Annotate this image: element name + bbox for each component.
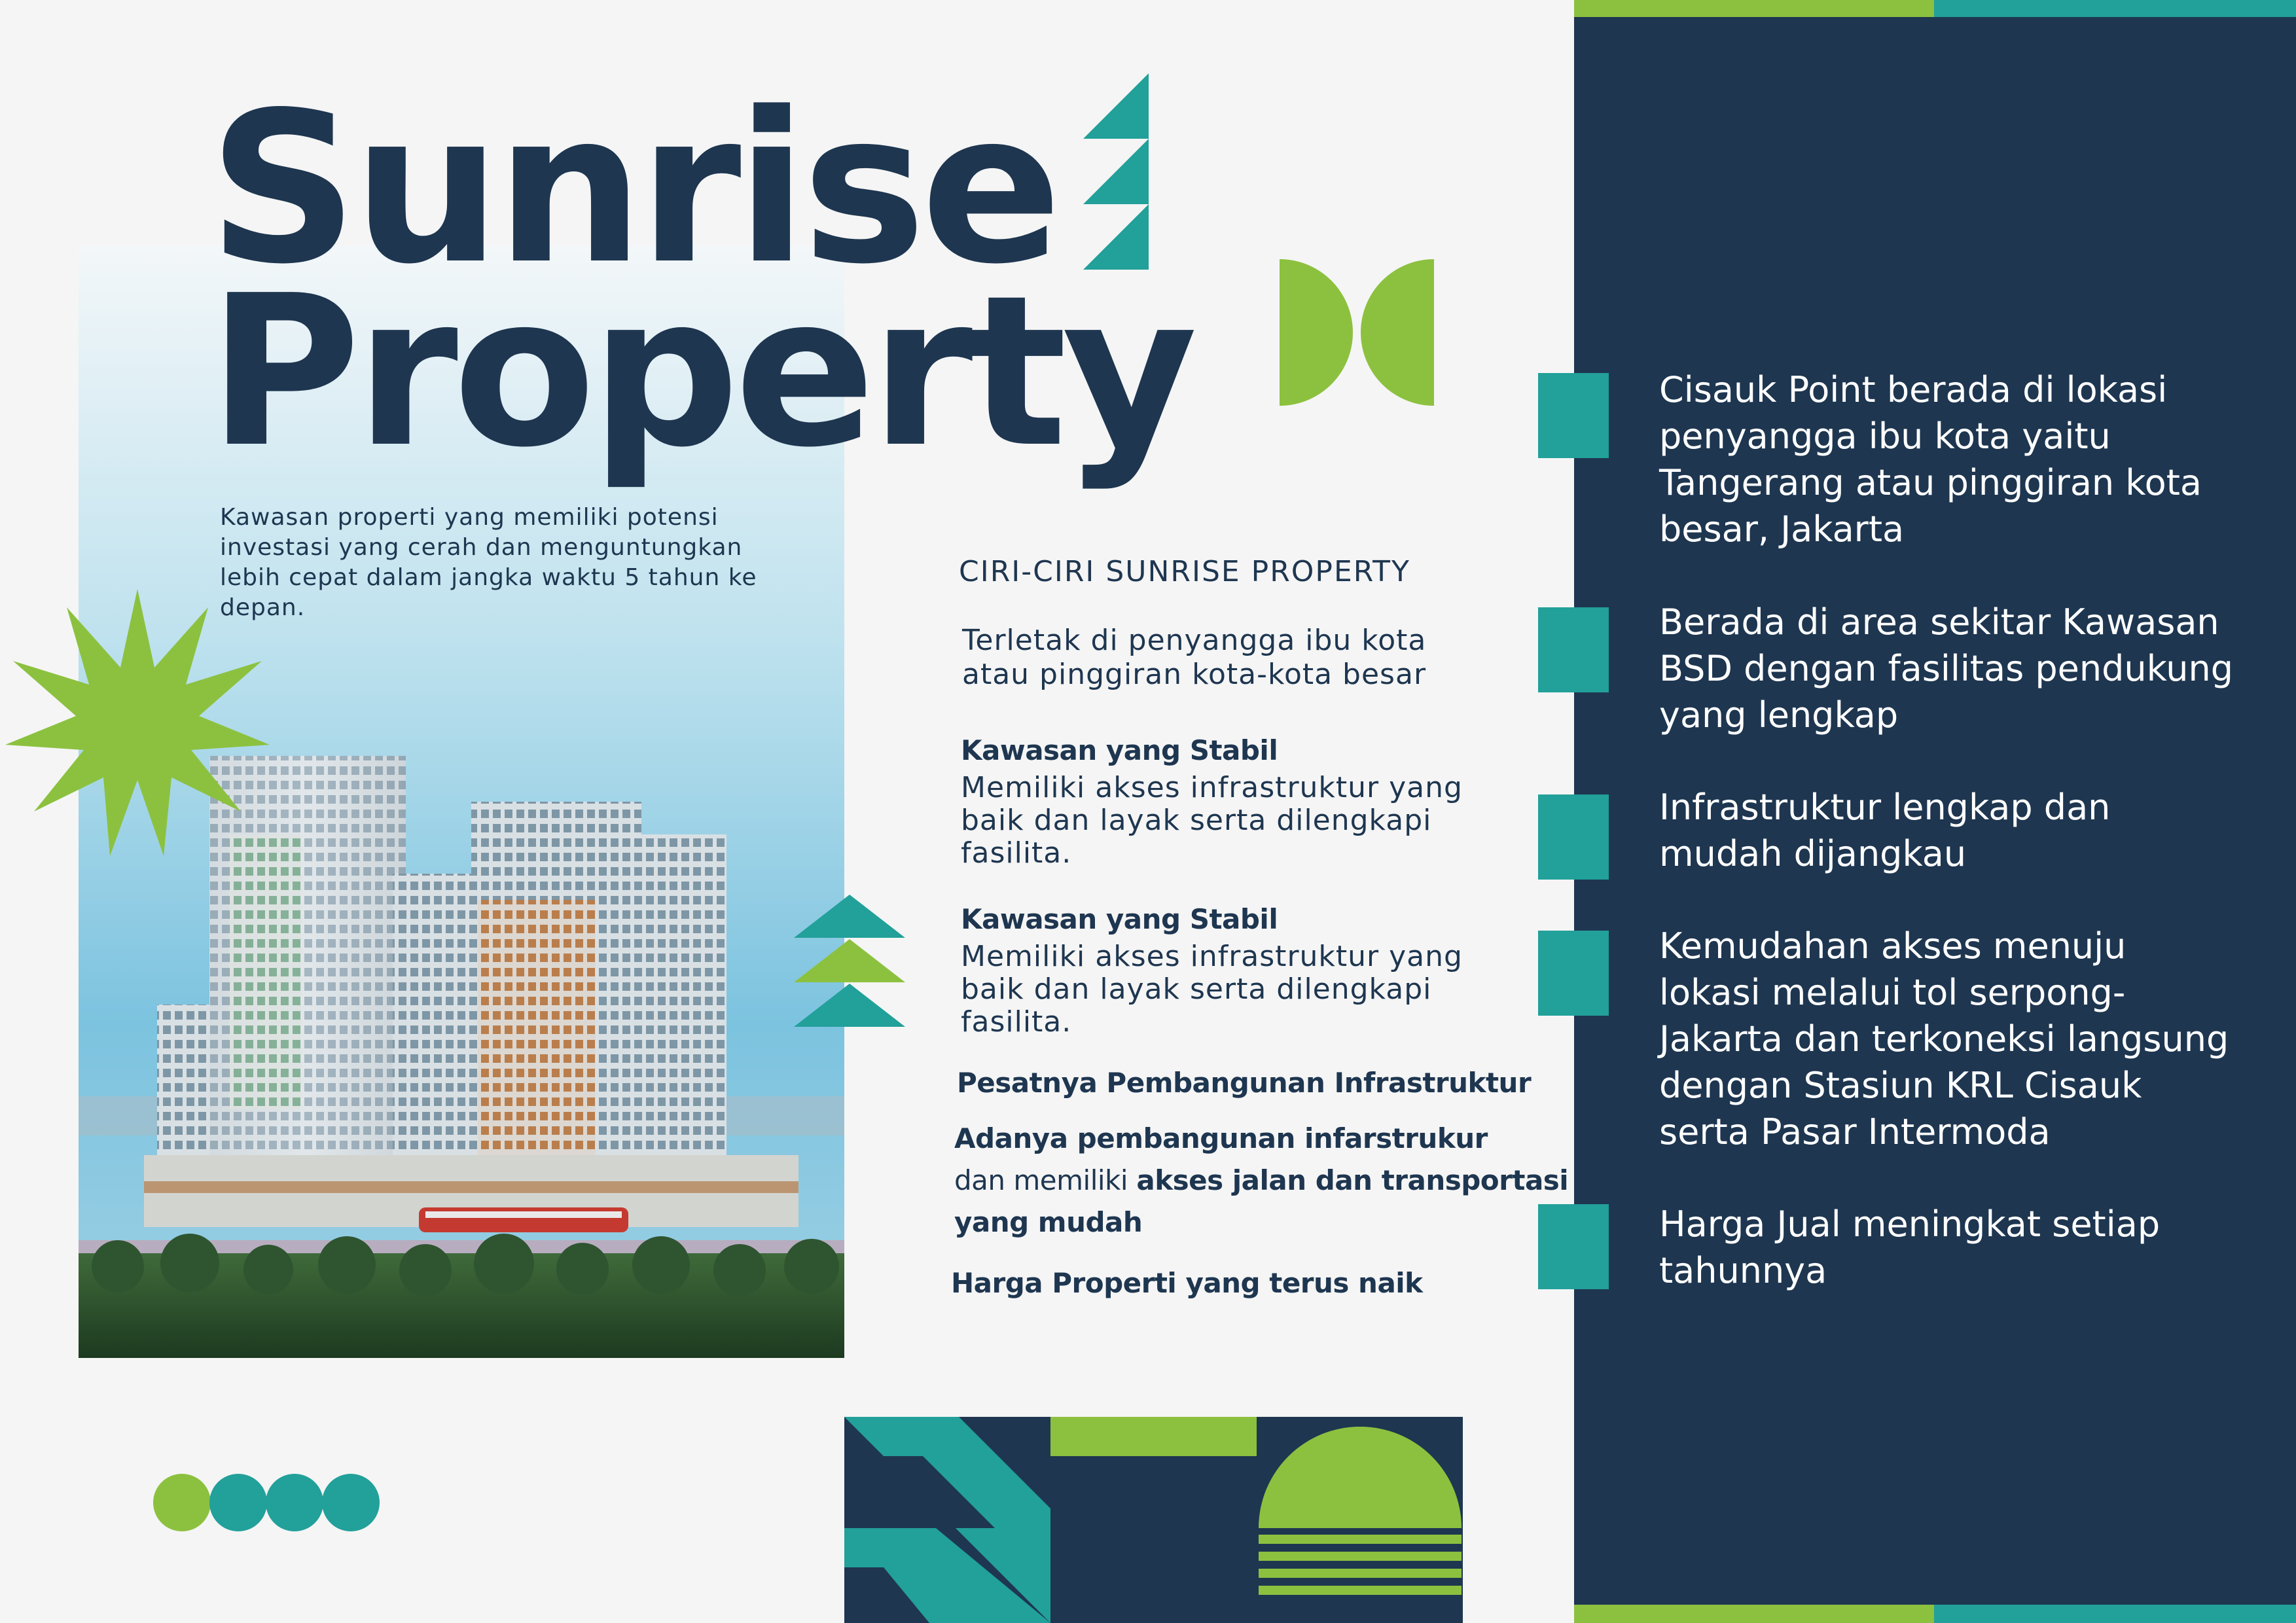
feature-desc: Memiliki akses infrastruktur yang baik dan layak serta dilengkapi fasilita. bbox=[961, 940, 1463, 1039]
highlight-item: Infrastruktur lengkap dan mudah dijangkau bbox=[1659, 787, 2111, 874]
stacked-triangles-icon bbox=[794, 895, 905, 1029]
top-accent-green bbox=[1574, 0, 1934, 17]
highlight-item: Kemudahan akses menuju lokasi melalui tol serpong-Jakarta dan terkoneksi langsung dengan Stasiun KRL Cisauk serta Pasar Intermoda bbox=[1659, 925, 2229, 1152]
feature-title: Kawasan yang Stabil bbox=[961, 734, 1278, 766]
title-line-1: Sunrise bbox=[208, 67, 1057, 310]
page-title bbox=[208, 67, 1193, 493]
infra-line-2 bbox=[954, 1160, 1570, 1202]
infra-line-2-plain: dan memiliki bbox=[954, 1164, 1128, 1196]
top-accent-teal bbox=[1934, 0, 2296, 17]
infra-desc bbox=[954, 1118, 1570, 1243]
infra-line-2-bold: akses jalan dan transportasi bbox=[1136, 1164, 1569, 1196]
highlight-bullet bbox=[1538, 794, 1609, 880]
title-line-2: Property bbox=[208, 251, 1193, 493]
feature-desc: Memiliki akses infrastruktur yang baik dan layak serta dilengkapi fasilita. bbox=[961, 771, 1463, 870]
features-heading: CIRI-CIRI SUNRISE PROPERTY bbox=[959, 555, 1410, 588]
infra-line-1: Adanya pembangunan infarstrukur bbox=[954, 1122, 1488, 1154]
half-circles-icon bbox=[1280, 259, 1437, 406]
highlight-bullet bbox=[1538, 931, 1609, 1016]
highlight-bullet bbox=[1538, 1204, 1609, 1289]
highlight-item: Harga Jual meningkat setiap tahunnya bbox=[1659, 1204, 2161, 1291]
highlight-item: Cisauk Point berada di lokasi penyangga ibu kota yaitu Tangerang atau pinggiran kota besar, Jakarta bbox=[1659, 369, 2202, 550]
bottom-accent-teal bbox=[1934, 1605, 2296, 1623]
features-intro: Terletak di penyangga ibu kota atau pinggiran kota-kota besar bbox=[962, 624, 1427, 691]
feature-title: Kawasan yang Stabil bbox=[961, 903, 1278, 935]
infra-line-3: yang mudah bbox=[954, 1206, 1143, 1238]
price-title: Harga Properti yang terus naik bbox=[951, 1267, 1423, 1299]
highlight-bullet bbox=[1538, 607, 1609, 692]
highlight-bullet bbox=[1538, 373, 1609, 458]
infra-title: Pesatnya Pembangunan Infrastruktur bbox=[957, 1067, 1532, 1099]
intro-text: Kawasan properti yang memiliki potensi investasi yang cerah dan menguntungkan lebih cepat dalam jangka waktu 5 tahun ke depan. bbox=[220, 504, 757, 621]
feature-item bbox=[961, 903, 1583, 1039]
dots-icon bbox=[152, 1472, 387, 1533]
bottom-accent-green bbox=[1574, 1605, 1934, 1623]
highlight-item: Berada di area sekitar Kawasan BSD dengan fasilitas pendukung yang lengkap bbox=[1659, 601, 2233, 736]
geometric-tiles-icon bbox=[844, 1417, 1466, 1623]
feature-item bbox=[961, 734, 1583, 870]
